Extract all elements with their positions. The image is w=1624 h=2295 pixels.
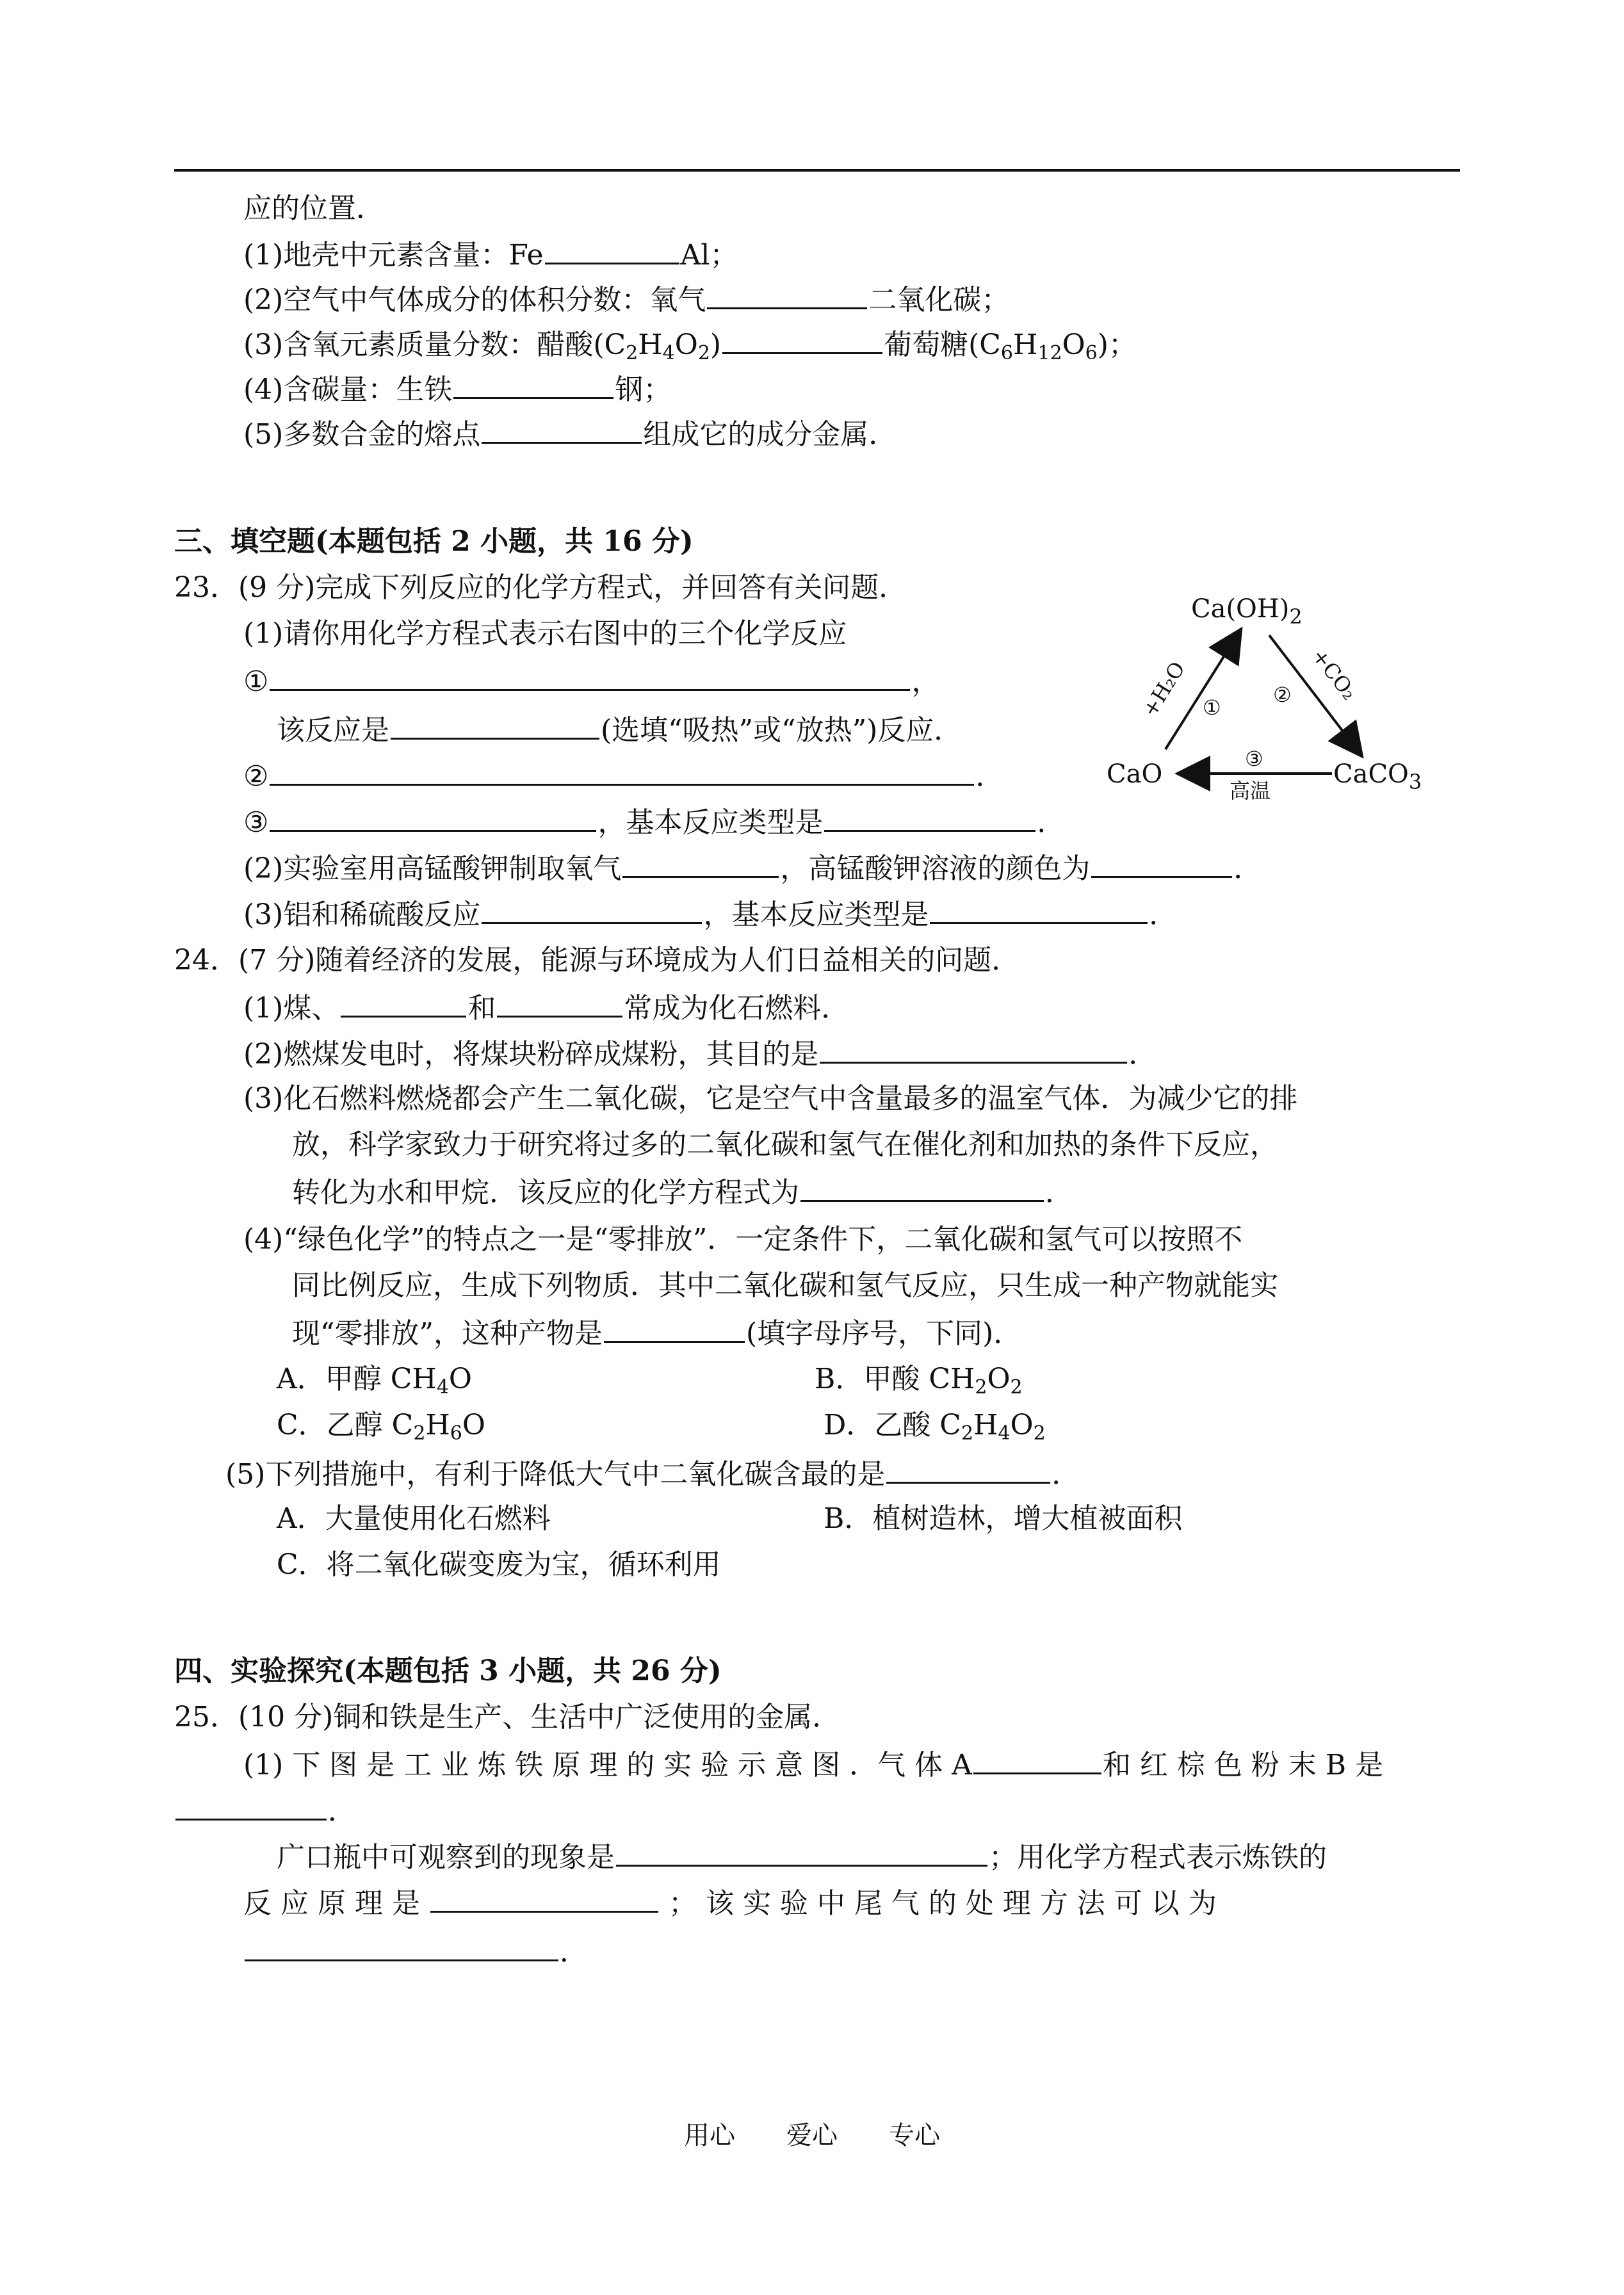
answer-blank[interactable] — [604, 1313, 745, 1343]
subscript: 4 — [998, 1422, 1011, 1445]
text: (3)含氧元素质量分数：醋酸(C — [243, 328, 626, 361]
subscript: 2 — [975, 1376, 987, 1399]
text-line — [292, 1267, 1278, 1305]
answer-blank[interactable] — [973, 1744, 1101, 1774]
subscript: 2 — [413, 1422, 426, 1445]
text: ； 该 实 验 中 尾 气 的 处 理 方 法 可 以 为 — [668, 1887, 1217, 1920]
text: 反 应 原 理 是 — [243, 1887, 420, 1920]
text-line — [243, 414, 897, 452]
text: (5)下列措施中，有利于降低大气中二氧化碳含最的是 — [225, 1458, 886, 1491]
diagram-svg — [1101, 589, 1460, 807]
question-stem — [174, 941, 1019, 980]
text: ，基本反应类型是 — [597, 806, 824, 839]
text-line — [243, 756, 1003, 794]
text-line — [243, 279, 1009, 318]
text: (1) 下 图 是 工 业 炼 铁 原 理 的 实 验 示 意 图 ．气 体 A — [243, 1749, 972, 1781]
text: ，高锰酸钾溶液的颜色为 — [780, 852, 1091, 885]
subscript: 4 — [436, 1376, 449, 1399]
subscript: 6 — [450, 1422, 462, 1445]
text-line — [243, 1080, 1297, 1118]
answer-blank[interactable] — [270, 661, 910, 691]
text-line — [277, 710, 962, 748]
text: B．植树造林，增大植被面积 — [824, 1502, 1183, 1535]
text: (选填“吸热”或“放热”)反应． — [601, 714, 962, 747]
text: 三、填空题(本题包括 2 小题，共 16 分) — [174, 525, 694, 558]
answer-blank[interactable] — [391, 710, 599, 740]
answer-blank[interactable] — [545, 234, 679, 264]
text: (2)实验室用高锰酸钾制取氧气 — [243, 852, 622, 885]
text: 葡萄糖(C — [884, 328, 1001, 361]
answer-blank[interactable] — [270, 802, 596, 832]
subscript: 2 — [626, 342, 638, 364]
text: A．甲醇 CH — [277, 1363, 437, 1395]
answer-blank[interactable] — [482, 414, 642, 444]
text-line — [292, 1172, 1073, 1210]
text: (1)地壳中元素含量：Fe — [243, 239, 544, 272]
text: 二氧化碳； — [868, 284, 1010, 316]
answer-blank[interactable] — [886, 1454, 1050, 1484]
text: 四、实验探究(本题包括 3 小题，共 26 分) — [174, 1655, 722, 1687]
text: (填字母序号，下同)． — [746, 1317, 1022, 1350]
subscript: 2 — [961, 1422, 974, 1445]
text: C．乙醇 C — [277, 1409, 414, 1441]
text: (5)多数合金的熔点 — [243, 418, 481, 451]
text: (3)铝和稀硫酸反应 — [243, 898, 481, 931]
answer-blank[interactable] — [430, 1883, 658, 1913]
text-line — [243, 802, 1065, 840]
text: H — [1013, 328, 1038, 361]
text: C．将二氧化碳变废为宝，循环利用 — [277, 1548, 721, 1581]
text: (4)含碳量：生铁 — [243, 373, 453, 406]
text-line — [243, 1883, 1217, 1921]
section-heading — [174, 523, 694, 561]
answer-blank[interactable] — [622, 848, 779, 878]
subscript: 2 — [697, 342, 710, 364]
text-line — [243, 1744, 1383, 1783]
text: ． — [1037, 806, 1066, 839]
text: ， — [911, 665, 940, 698]
text: 钢； — [615, 373, 672, 406]
text-line — [243, 1034, 1157, 1072]
text: ． — [328, 1795, 356, 1828]
answer-blank[interactable] — [175, 1790, 327, 1821]
question-stem — [174, 569, 907, 607]
text: 和 红 棕 色 粉 末 B 是 — [1102, 1749, 1384, 1781]
text: (1)请你用化学方程式表示右图中的三个化学反应 — [243, 617, 847, 650]
text-line — [225, 1454, 1080, 1492]
answer-blank[interactable] — [930, 894, 1148, 924]
question-stem — [174, 1698, 840, 1737]
text: 23．(9 分)完成下列反应的化学方程式，并回答有关问题． — [174, 571, 907, 604]
text: H — [973, 1409, 998, 1441]
text-line — [243, 1220, 1242, 1259]
text: ． — [1149, 898, 1178, 931]
text: O — [448, 1363, 472, 1395]
text: (1)煤、 — [243, 992, 340, 1025]
text: (2)空气中气体成分的体积分数：氧气 — [243, 284, 706, 316]
text: 组成它的成分金属． — [643, 418, 897, 451]
text-line — [243, 324, 1137, 362]
subscript: 6 — [1000, 342, 1014, 364]
text: O — [987, 1363, 1011, 1395]
text: O — [1010, 1409, 1034, 1441]
text: B．甲酸 CH — [815, 1363, 975, 1395]
answer-blank[interactable] — [497, 987, 622, 1018]
text-line — [243, 369, 671, 407]
text: (4)“绿色化学”的特点之一是“零排放”．一定条件下，二氧化碳和氢气可以按照不 — [243, 1223, 1243, 1256]
text-line — [243, 190, 384, 228]
text-line — [243, 848, 1262, 886]
label-calcium-carbonate: CaCO$_3$ — [1333, 759, 1422, 794]
header-rule — [174, 169, 1460, 172]
option-b[interactable] — [815, 1360, 1023, 1399]
text: 广口瓶中可观察到的现象是 — [277, 1841, 615, 1874]
text: ① — [243, 665, 269, 698]
label-high-temperature: 高温 — [1230, 779, 1271, 803]
text-line — [243, 1931, 588, 1970]
page-footer: 用心 爱心 专心 — [684, 2121, 940, 2150]
text: ) — [710, 328, 722, 361]
text: ． — [975, 760, 1004, 793]
text: )； — [1097, 328, 1137, 361]
text-line — [243, 987, 849, 1026]
text-line — [243, 661, 939, 699]
text-line — [243, 615, 847, 653]
text-line — [174, 1790, 356, 1829]
option-b[interactable] — [824, 1500, 1182, 1538]
text: D．乙酸 C — [824, 1409, 961, 1441]
label-reaction-2: ② — [1273, 683, 1292, 707]
answer-blank[interactable] — [1091, 848, 1232, 878]
text: 放，科学家致力于研究将过多的二氧化碳和氢气在催化剂和加热的条件下反应， — [292, 1128, 1278, 1161]
text: ． — [1128, 1038, 1157, 1071]
answer-blank[interactable] — [820, 1034, 1127, 1064]
text: 25．(10 分)铜和铁是生产、生活中广泛使用的金属． — [174, 1701, 841, 1733]
text: (2)燃煤发电时，将煤块粉碎成煤粉，其目的是 — [243, 1038, 819, 1071]
answer-blank[interactable] — [270, 756, 974, 786]
text: O — [462, 1409, 485, 1441]
text: 该反应是 — [277, 714, 389, 747]
option-d[interactable] — [824, 1406, 1046, 1445]
text: 转化为水和甲烷．该反应的化学方程式为 — [292, 1176, 799, 1209]
arrow-1 — [1165, 635, 1237, 749]
text: 和 — [467, 992, 496, 1025]
label-add-co2: +CO₂ — [1306, 644, 1362, 705]
text: O — [674, 328, 698, 361]
label-reaction-3: ③ — [1245, 747, 1263, 771]
text: ；用化学方程式表示炼铁的 — [989, 1841, 1327, 1874]
text: ，基本反应类型是 — [703, 898, 929, 931]
text: ． — [1045, 1176, 1073, 1209]
option-a[interactable] — [277, 1500, 551, 1538]
subscript: 2 — [1033, 1422, 1046, 1445]
text: 常成为化石燃料． — [624, 992, 850, 1025]
text: Al； — [680, 239, 738, 272]
subscript: 12 — [1037, 342, 1062, 364]
reaction-triangle-diagram — [1101, 589, 1460, 807]
answer-blank[interactable] — [722, 324, 882, 354]
text-line — [292, 1126, 1278, 1164]
text-line — [243, 894, 1177, 932]
answer-blank[interactable] — [707, 279, 867, 309]
text: 24．(7 分)随着经济的发展，能源与环境成为人们日益相关的问题． — [174, 944, 1020, 977]
subscript: 4 — [662, 342, 675, 364]
text: 同比例反应，生成下列物质．其中二氧化碳和氢气反应，只生成一种产物就能实 — [292, 1269, 1278, 1302]
text: 现“零排放”，这种产物是 — [292, 1317, 603, 1350]
answer-blank[interactable] — [824, 802, 1035, 832]
text: H — [425, 1409, 450, 1441]
text: ． — [1052, 1458, 1080, 1491]
text-line — [292, 1313, 1021, 1351]
answer-blank[interactable] — [245, 1931, 558, 1961]
text: ． — [560, 1936, 588, 1968]
subscript: 6 — [1085, 342, 1098, 364]
option-c[interactable] — [277, 1546, 721, 1584]
text: O — [1062, 328, 1085, 361]
subscript: 2 — [1010, 1376, 1023, 1399]
answer-blank[interactable] — [800, 1172, 1044, 1202]
text: (3)化石燃料燃烧都会产生二氧化碳，它是空气中含量最多的温室气体．为减少它的排 — [243, 1082, 1298, 1115]
label-add-water: +H₂O — [1137, 657, 1190, 722]
text: ② — [243, 760, 269, 793]
answer-blank[interactable] — [482, 894, 702, 924]
answer-blank[interactable] — [616, 1837, 987, 1867]
text: ． — [1233, 852, 1262, 885]
text: A．大量使用化石燃料 — [277, 1502, 551, 1535]
label-reaction-1: ① — [1203, 695, 1221, 720]
label-calcium-hydroxide: $Ca(OH)_2$ — [1191, 594, 1303, 629]
answer-blank[interactable] — [453, 369, 613, 399]
section-heading — [174, 1652, 722, 1691]
label-calcium-oxide: CaO — [1107, 759, 1163, 789]
text: 应的位置． — [243, 192, 384, 225]
text-line — [277, 1837, 1327, 1875]
text: H — [638, 328, 663, 361]
option-c[interactable] — [277, 1406, 485, 1445]
text-line — [243, 234, 738, 273]
option-a[interactable] — [277, 1360, 472, 1399]
text: ③ — [243, 806, 269, 839]
answer-blank[interactable] — [341, 987, 466, 1018]
